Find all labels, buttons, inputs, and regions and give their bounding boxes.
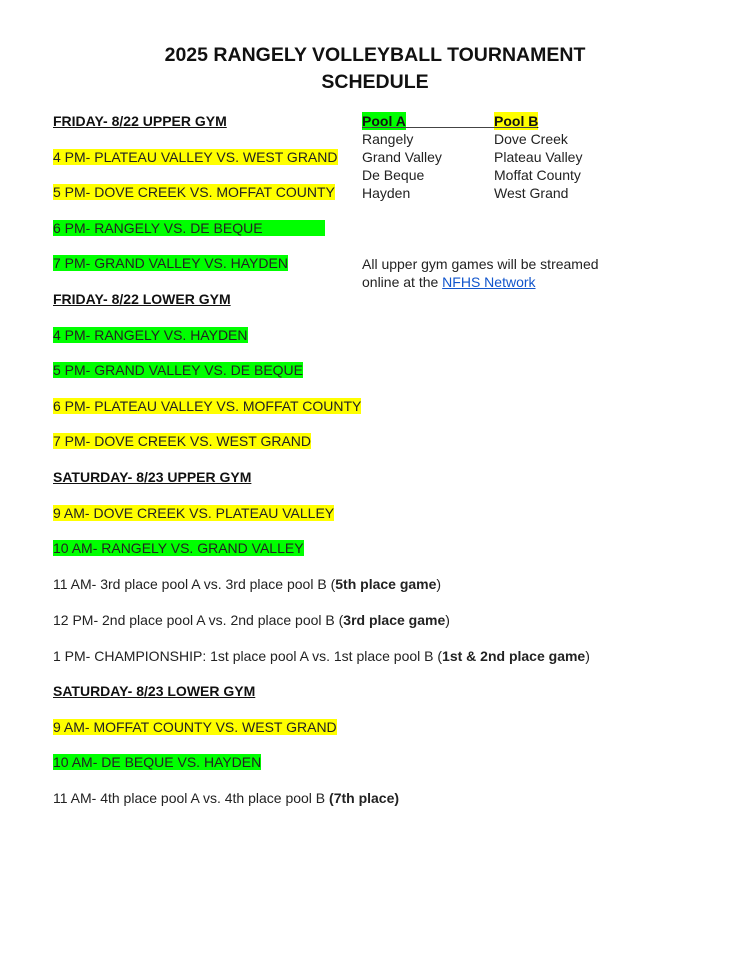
game-line: 4 PM- PLATEAU VALLEY VS. WEST GRAND <box>53 149 338 165</box>
pool-a-team: De Beque <box>362 167 425 183</box>
game-line: 10 AM- RANGELY VS. GRAND VALLEY <box>53 540 304 556</box>
championship-line: 1 PM- CHAMPIONSHIP: 1st place pool A vs. 1st place pool B (1st & 2nd place game) <box>53 648 590 664</box>
pool-a-header: Pool A <box>362 113 406 129</box>
pool-a-team: Rangely <box>362 131 414 147</box>
pool-b-team: West Grand <box>494 185 569 201</box>
pool-a-team: Grand Valley <box>362 149 442 165</box>
game-line: 10 AM- DE BEQUE VS. HAYDEN <box>53 754 262 770</box>
stream-note <box>362 255 622 291</box>
game-line: 5 PM- DOVE CREEK VS. MOFFAT COUNTY <box>53 184 335 200</box>
stream-note-prefix: online at the <box>362 274 443 290</box>
title-line-2: SCHEDULE <box>321 71 429 93</box>
game-line: 7 PM- GRAND VALLEY VS. HAYDEN <box>53 255 288 271</box>
pool-b-team: Moffat County <box>494 167 581 183</box>
document-title <box>0 42 750 96</box>
pool-b-team: Plateau Valley <box>494 149 583 165</box>
saturday-upper-gym-heading: SATURDAY- 8/23 UPPER GYM <box>53 469 252 485</box>
stream-note-line-1: All upper gym games will be streamed <box>362 256 599 272</box>
pool-b-team: Dove Creek <box>494 131 568 147</box>
game-line: 5 PM- GRAND VALLEY VS. DE BEQUE <box>53 362 304 378</box>
placement-game-line: 12 PM- 2nd place pool A vs. 2nd place pool B (3rd place game) <box>53 612 450 628</box>
game-line: 9 AM- MOFFAT COUNTY VS. WEST GRAND <box>53 719 337 735</box>
friday-upper-gym-heading: FRIDAY- 8/22 UPPER GYM <box>53 113 227 129</box>
pool-a-column <box>362 112 442 202</box>
pool-header-divider <box>362 127 537 128</box>
nfhs-network-link[interactable]: NFHS Network <box>442 274 536 290</box>
game-line: 9 AM- DOVE CREEK VS. PLATEAU VALLEY <box>53 505 335 521</box>
pool-b-header: Pool B <box>494 113 539 129</box>
saturday-lower-gym-heading: SATURDAY- 8/23 LOWER GYM <box>53 683 256 699</box>
placement-game-line: 11 AM- 3rd place pool A vs. 3rd place pool B (5th place game) <box>53 576 442 592</box>
pool-b-column <box>494 112 582 202</box>
friday-lower-gym-heading: FRIDAY- 8/22 LOWER GYM <box>53 291 231 307</box>
pool-a-team: Hayden <box>362 185 411 201</box>
title-line-1: 2025 RANGELY VOLLEYBALL TOURNAMENT <box>164 44 586 66</box>
game-line: 7 PM- DOVE CREEK VS. WEST GRAND <box>53 433 312 449</box>
placement-game-line: 11 AM- 4th place pool A vs. 4th place pool B (7th place) <box>53 790 400 806</box>
game-line: 4 PM- RANGELY VS. HAYDEN <box>53 327 248 343</box>
game-line: 6 PM- PLATEAU VALLEY VS. MOFFAT COUNTY <box>53 398 362 414</box>
game-line: 6 PM- RANGELY VS. DE BEQUE <box>53 220 325 236</box>
